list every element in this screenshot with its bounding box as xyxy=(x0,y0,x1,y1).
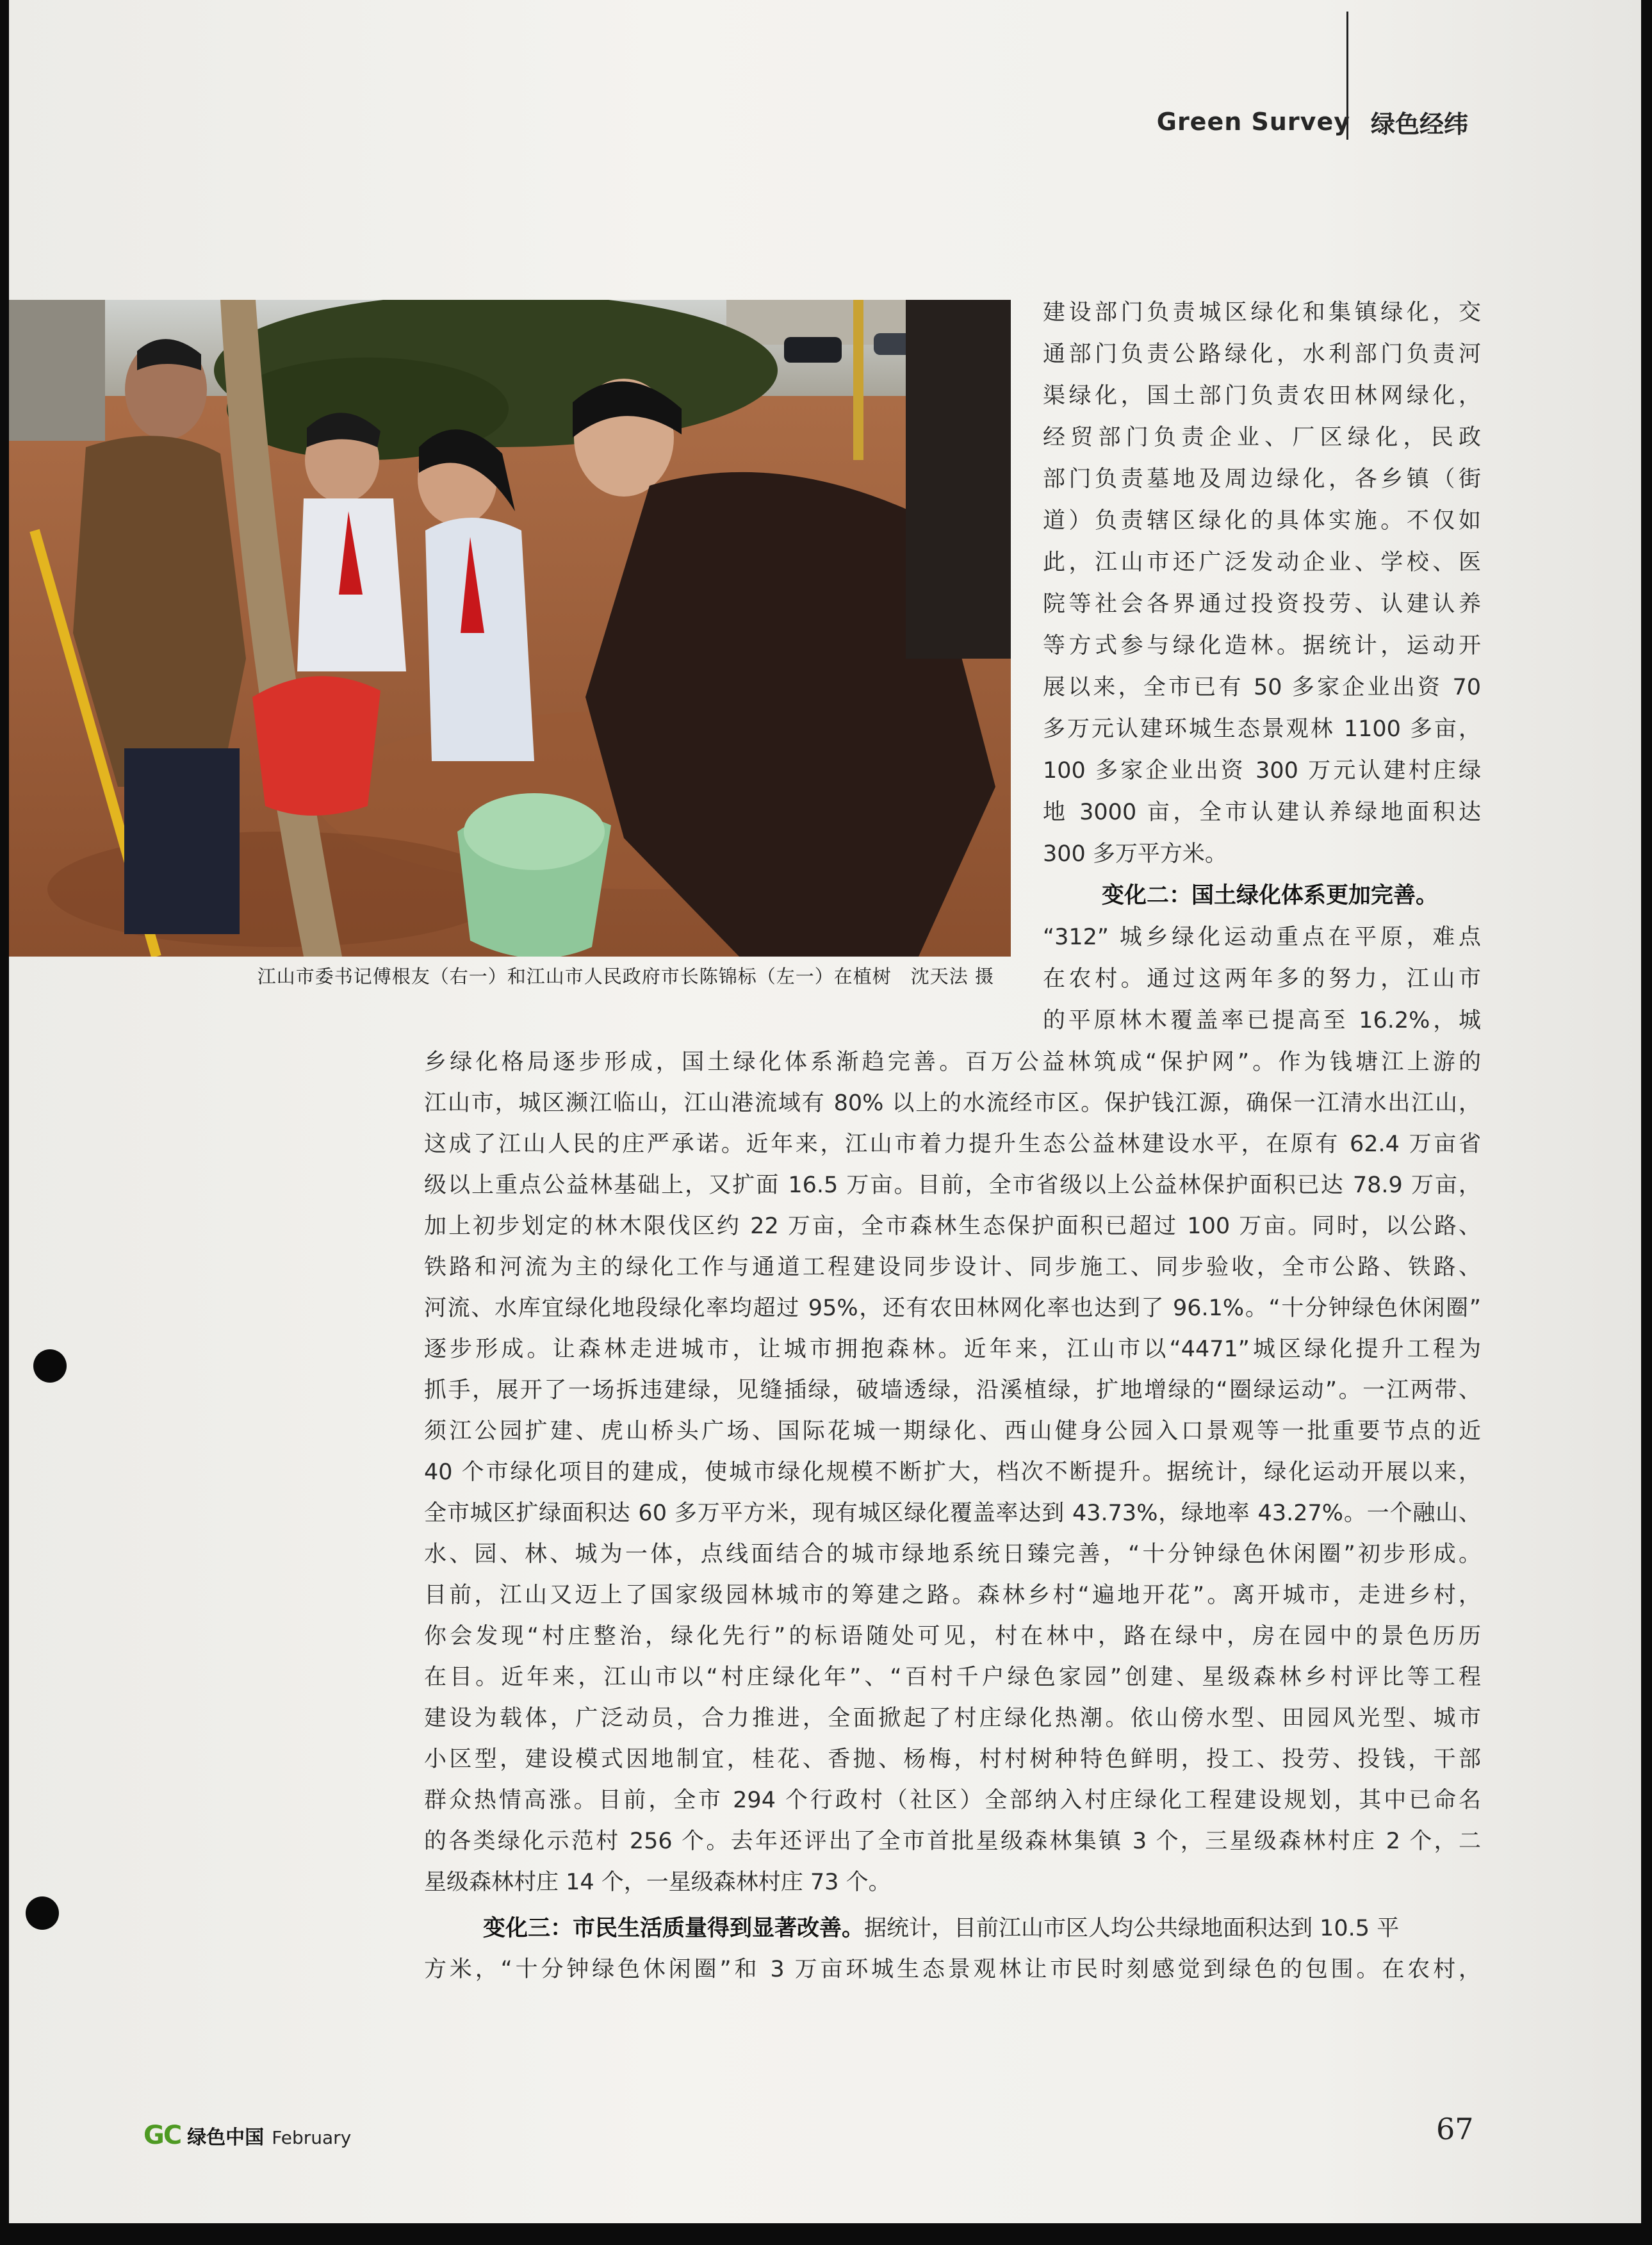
issue-month: February xyxy=(272,2127,352,2148)
text-line: 小区型，建设模式因地制宜，桂花、香抛、杨梅，村村树种特色鲜明，投工、投劳、投钱，干部 xyxy=(424,1747,1481,1772)
text-line: 方米，“十分钟绿色休闲圈”和 3 万亩环城生态景观林让市民时刻感觉到绿色的包围。在农村， xyxy=(424,1957,1481,1982)
text-line: 渠绿化，国土部门负责农田林网绿化， xyxy=(1043,383,1481,409)
text-line: 道）负责辖区绿化的具体实施。不仅如 xyxy=(1043,508,1481,534)
photo-caption: 江山市委书记傅根友（右一）和江山市人民政府市长陈锦标（左一）在植树 沈天法 摄 xyxy=(257,966,994,987)
text-line: 在目。近年来，江山市以“村庄绿化年”、“百村千户绿色家园”创建、星级森林乡村评比等工程 xyxy=(424,1665,1481,1690)
page-number: 67 xyxy=(1436,2112,1474,2146)
paragraph-change3-first-line xyxy=(483,1913,1399,1944)
gc-logo-mark: GC xyxy=(143,2121,181,2150)
section-header xyxy=(1157,96,1468,147)
text-line: 100 多家企业出资 300 万元认建村庄绿 xyxy=(1043,758,1481,784)
text-line: 等方式参与绿化造林。据统计，运动开 xyxy=(1043,633,1481,659)
binder-hole xyxy=(26,1896,59,1930)
text-line: 这成了江山人民的庄严承诺。近年来，江山市着力提升生态公益林建设水平，在原有 62.4 万亩省 xyxy=(424,1131,1481,1157)
text-line: 河流、水库宜绿化地段绿化率均超过 95%，还有农田林网化率也达到了 96.1%。“十分钟绿色休闲圈” xyxy=(424,1295,1481,1321)
magazine-page xyxy=(9,0,1641,2223)
text-line: 40 个市绿化项目的建成，使城市绿化规模不断扩大，档次不断提升。据统计，绿化运动开展以来， xyxy=(424,1460,1481,1485)
section-heading-change2: 变化二：国土绿化体系更加完善。 xyxy=(1102,883,1439,909)
text-line: 江山市，城区濒江临山，江山港流域有 80% 以上的水流经市区。保护钱江源，确保一江清水出江山， xyxy=(424,1090,1481,1116)
text-line: 地 3000 亩，全市认建认养绿地面积达 xyxy=(1043,800,1481,825)
text-line: 铁路和河流为主的绿化工作与通道工程建设同步设计、同步施工、同步验收，全市公路、铁路、 xyxy=(424,1254,1481,1280)
magazine-logo xyxy=(143,2121,351,2150)
text-line: 此，江山市还广泛发动企业、学校、医 xyxy=(1043,550,1481,575)
text-line: 部门负责墓地及周边绿化，各乡镇（街 xyxy=(1043,466,1481,492)
text-line: 星级森林村庄 14 个，一星级森林村庄 73 个。 xyxy=(424,1870,891,1895)
tree-planting-photo xyxy=(9,300,1011,957)
section-title-en: Green Survey xyxy=(1156,108,1350,136)
text-line: 建设为载体，广泛动员，合力推进，全面掀起了村庄绿化热潮。依山傍水型、田园风光型、城市 xyxy=(424,1706,1481,1731)
text-line: 的平原林木覆盖率已提高至 16.2%，城 xyxy=(1043,1008,1481,1033)
text-line: 通部门负责公路绿化，水利部门负责河 xyxy=(1043,341,1481,367)
text-line: 在农村。通过这两年多的努力，江山市 xyxy=(1043,966,1481,992)
section-title-zh: 绿色经纬 xyxy=(1370,110,1468,138)
text-line: “312” 城乡绿化运动重点在平原，难点 xyxy=(1043,925,1481,950)
section-heading-change3: 变化三：市民生活质量得到显著改善。 xyxy=(483,1916,865,1941)
text-line: 群众热情高涨。目前，全市 294 个行政村（社区）全部纳入村庄绿化工程建设规划，其中已命名 xyxy=(424,1788,1481,1813)
text-line: 多万元认建环城生态景观林 1100 多亩， xyxy=(1043,716,1481,742)
text-line: 的各类绿化示范村 256 个。去年还评出了全市首批星级森林集镇 3 个，三星级森林村庄 2 个，二 xyxy=(424,1829,1481,1854)
binder-hole xyxy=(33,1349,67,1383)
text-span: 据统计，目前江山市区人均公共绿地面积达到 10.5 平 xyxy=(864,1916,1400,1941)
magazine-name: 绿色中国 xyxy=(187,2126,265,2149)
text-line: 300 多万平方米。 xyxy=(1043,841,1227,867)
text-line: 抓手，展开了一场拆违建绿，见缝插绿，破墙透绿，沿溪植绿，扩地增绿的“圈绿运动”。一江两带、 xyxy=(424,1377,1481,1403)
text-line: 加上初步划定的林木限伐区约 22 万亩，全市森林生态保护面积已超过 100 万亩。同时，以公路、 xyxy=(424,1213,1481,1239)
text-line: 水、园、林、城为一体，点线面结合的城市绿地系统日臻完善，“十分钟绿色休闲圈”初步形成。 xyxy=(424,1542,1481,1567)
text-line: 展以来，全市已有 50 多家企业出资 70 xyxy=(1043,675,1481,700)
text-line: 须江公园扩建、虎山桥头广场、国际花城一期绿化、西山健身公园入口景观等一批重要节点的近 xyxy=(424,1419,1481,1444)
text-line: 院等社会各界通过投资投劳、认建认养 xyxy=(1043,591,1481,617)
text-line: 你会发现“村庄整治，绿化先行”的标语随处可见，村在林中，路在绿中，房在园中的景色历历 xyxy=(424,1624,1481,1649)
text-line: 乡绿化格局逐步形成，国土绿化体系渐趋完善。百万公益林筑成“保护网”。作为钱塘江上游的 xyxy=(424,1049,1481,1075)
text-line: 全市城区扩绿面积达 60 多万平方米，现有城区绿化覆盖率达到 43.73%，绿地率 43.27%。一个融山、 xyxy=(424,1501,1481,1526)
text-line: 逐步形成。让森林走进城市，让城市拥抱森林。近年来，江山市以“4471”城区绿化提升工程为 xyxy=(424,1336,1481,1362)
text-line: 经贸部门负责企业、厂区绿化，民政 xyxy=(1043,425,1481,450)
text-line: 级以上重点公益林基础上，又扩面 16.5 万亩。目前，全市省级以上公益林保护面积已达 78.9 万亩， xyxy=(424,1172,1481,1198)
text-line: 目前，江山又迈上了国家级园林城市的筹建之路。森林乡村“遍地开花”。离开城市，走进乡村， xyxy=(424,1583,1481,1608)
text-line: 建设部门负责城区绿化和集镇绿化，交 xyxy=(1043,300,1481,325)
photo-illustration xyxy=(9,300,1011,957)
